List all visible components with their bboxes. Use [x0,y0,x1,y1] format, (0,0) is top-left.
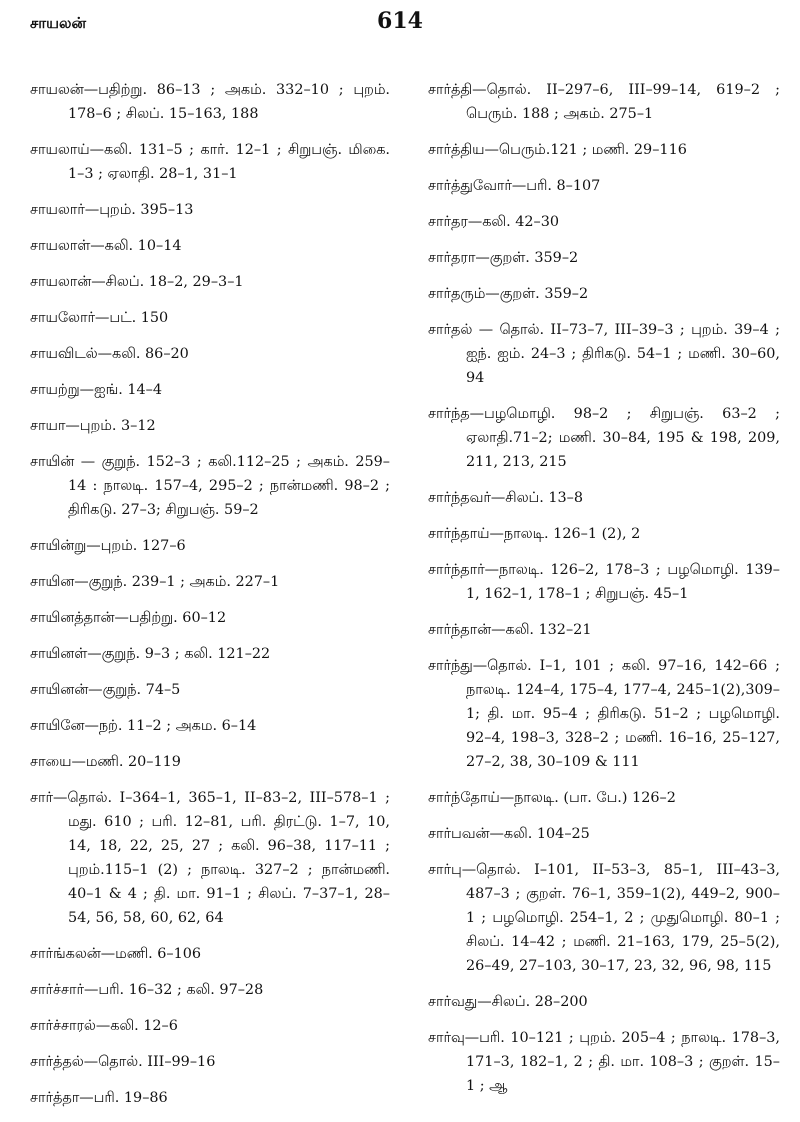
references: —பதிற்று. 86–13 ; அகம். 332–10 ; புறம். 178–6 ; சிலப். 15–163, 188 [68,82,390,122]
references: — தொல். II–73–7, III–39–3 ; புறம். 39–4 ; ஐந். ஐம். 24–3 ; திரிகடு. 54–1 ; மணி. 30–60, 94 [466,322,780,386]
headword: சார்ச்சாரல் [30,1018,96,1034]
headword: சாயை [30,754,72,770]
references: —கலி. 132–21 [491,622,592,638]
index-entry [30,1086,390,1110]
index-entry [30,306,390,330]
headword: சாயவிடல் [30,346,98,362]
index-entry [428,786,780,810]
headword: சாயலார் [30,202,85,218]
references: —பெரும்.121 ; மணி. 29–116 [484,142,687,158]
headword: சார்ந்தான் [428,622,492,638]
references: —குறுந். 74–5 [88,682,181,698]
references: —பரி. 10–121 ; புறம். 205–4 ; நாலடி. 178–3, 171–3, 182–1, 2 ; தி. மா. 108–3 ; குறள். 15–1 ; ஆ [464,1030,780,1094]
headword: சாயினள் [30,646,88,662]
headword: சார்பு [428,862,462,878]
index-entry [30,78,390,126]
references: —கலி. 104–25 [489,826,590,842]
index-entry [30,342,390,366]
headword: சார்த்தா [30,1090,80,1106]
headword: சாயினே [30,718,85,734]
references: —தொல். III–99–16 [83,1054,216,1070]
index-entry [30,750,390,774]
headword: சார்ந்தாய் [428,526,490,542]
references: —மணி. 20–119 [71,754,181,770]
index-entry [30,534,390,558]
index-entry [428,822,780,846]
index-entry [428,402,780,474]
references: —தொல். I–1, 101 ; கலி. 97–16, 142–66 ; நாலடி. 124–4, 175–4, 177–4, 245–1(2),309–1; தி. மா. 95–4 ; திரிகடு. 51–2 ; பழமொழி. 92–4, 198–3, 328–2 ; மணி. 16–16, 25–127, 27–2, 38, 30–109 & 111 [466,658,780,770]
headword: சார்ந்த [428,406,470,422]
headword: சார்ச்சார் [30,982,84,998]
references: —தொல். I–101, II–53–3, 85–1, III–43–3, 487–3 ; குறள். 76–1, 359–1(2), 449–2, 900–1 ; பழமொழி. 254–1, 2 ; முதுமொழி. 80–1 ; சிலப். 14–42 ; மணி. 21–163, 179, 25–5(2), 26–49, 27–103, 30–17, 23, 32, 96, 98, 115 [461,862,780,974]
references: —ஐங். 14–4 [79,382,163,398]
index-entry [30,138,390,186]
index-entry [428,654,780,774]
index-entry [30,642,390,666]
index-entry [428,618,780,642]
references: —பரி. 8–107 [511,178,601,194]
references: —கலி. 12–6 [95,1018,178,1034]
headword: சார்ங்கலன் [30,946,101,962]
references: —நாலடி. (பா. பே.) 126–2 [499,790,676,806]
headword: சாயலாள் [30,238,91,254]
references: —பரி. 19–86 [79,1090,168,1106]
index-entry [428,78,780,126]
index-entry [428,282,780,306]
headword: சாயினத்தான் [30,610,115,626]
headword: சாயற்று [30,382,80,398]
headword: சாயின [30,574,75,590]
headword: சாயினன் [30,682,89,698]
index-entry [30,714,390,738]
references: —சிலப். 28–200 [477,994,588,1010]
references: — குறுந். 152–3 ; கலி.112–25 ; அகம். 259–14 : நாலடி. 157–4, 295–2 ; நான்மணி. 98–2 ; திரிகடு. 27–3; சிறுபஞ். 59–2 [68,454,390,518]
index-entry [428,858,780,978]
index-entry [30,1050,390,1074]
index-entry [428,210,780,234]
headword: சார்ந்தவர் [428,490,491,506]
headword: சாயா [30,418,66,434]
references: —புறம். 3–12 [65,418,156,434]
index-entry [30,1014,390,1038]
right-column [428,78,780,1110]
index-entry [428,246,780,270]
index-entry [30,606,390,630]
index-entry [30,786,390,930]
references: —சிலப். 18–2, 29–3–1 [91,274,244,290]
index-entry [30,270,390,294]
index-entry [428,522,780,546]
references: —பழமொழி. 98–2 ; சிறுபஞ். 63–2 ; ஏலாதி.71–2; மணி. 30–84, 195 & 198, 209, 211, 213, 215 [466,406,780,470]
references: —குறுந். 9–3 ; கலி. 121–22 [87,646,271,662]
headword: சார்த்தி [428,82,473,98]
index-entry [30,678,390,702]
headword: சார்தரும் [428,286,486,302]
index-entry [428,174,780,198]
headword: சார்தரா [428,250,476,266]
headword: சாயலோர் [30,310,96,326]
index-entry [428,486,780,510]
headword: சார்ந்தார் [428,562,485,578]
references: —நாலடி. 126–2, 178–3 ; பழமொழி. 139–1, 162–1, 178–1 ; சிறுபஞ். 45–1 [466,562,780,602]
references: —பட். 150 [95,310,169,326]
references: —தொல். I–364–1, 365–1, II–83–2, III–578–1 ; மது. 610 ; பரி. 12–81, பரி. திரட்டு. 1–7, 10, 14, 18, 22, 25, 27 ; கலி. 96–38, 117–11 ; புறம்.115–1 (2) ; நாலடி. 327–2 ; நான்மணி. 40–1 & 4 ; தி. மா. 91–1 ; சிலப். 7–37–1, 28–54, 56, 58, 60, 62, 64 [53,790,390,926]
references: —குறுந். 239–1 ; அகம். 227–1 [74,574,280,590]
headword: சார்வு [428,1030,465,1046]
headword: சாயலாய் [30,142,90,158]
references: —கலி. 86–20 [97,346,189,362]
references: —கலி. 131–5 ; கார். 12–1 ; சிறுபஞ். மிகை. 1–3 ; ஏலாதி. 28–1, 31–1 [68,142,390,182]
headword: சார்ந்து [428,658,473,674]
index-entry [428,1026,780,1098]
references: —குறள். 359–2 [485,286,589,302]
headword: சார் [30,790,54,806]
headword: சார்பவன் [428,826,490,842]
headword: சார்வது [428,994,478,1010]
index-entry [30,234,390,258]
headword: சார்தல் [428,322,473,338]
references: —குறள். 359–2 [475,250,579,266]
headword: சாயின்று [30,538,87,554]
headword: சார்த்திய [428,142,485,158]
index-entry [428,990,780,1014]
index-entry [30,198,390,222]
references: —சிலப். 13–8 [490,490,584,506]
references: —பதிற்று. 60–12 [114,610,227,626]
headword: சார்ந்தோய் [428,790,500,806]
index-entry [428,318,780,390]
index-entry [428,558,780,606]
index-entry [30,570,390,594]
headword: சாயலன் [30,82,84,98]
index-entry [30,378,390,402]
headword: சார்த்தல் [30,1054,84,1070]
headword: சாயலான் [30,274,92,290]
references: —கலி. 42–30 [467,214,560,230]
running-head: சாயலன் [30,14,87,32]
headword: சார்த்துவோர் [428,178,512,194]
index-entry [428,138,780,162]
references: —தொல். II–297–6, III–99–14, 619–2 ; பெரும். 188 ; அகம். 275–1 [466,82,780,122]
headword: சாயின் [30,454,75,470]
index-entry [30,414,390,438]
index-entry [30,942,390,966]
headword: சார்தர [428,214,468,230]
page-number: 614 [377,8,423,34]
index-entry [30,978,390,1002]
references: —கலி. 10–14 [90,238,182,254]
left-column [30,78,390,1122]
references: —பரி. 16–32 ; கலி. 97–28 [83,982,264,998]
references: —நாலடி. 126–1 (2), 2 [489,526,641,542]
references: —புறம். 395–13 [84,202,194,218]
references: —மணி. 6–106 [100,946,202,962]
index-entry [30,450,390,522]
references: —நற். 11–2 ; அகம. 6–14 [84,718,257,734]
references: —புறம். 127–6 [86,538,186,554]
